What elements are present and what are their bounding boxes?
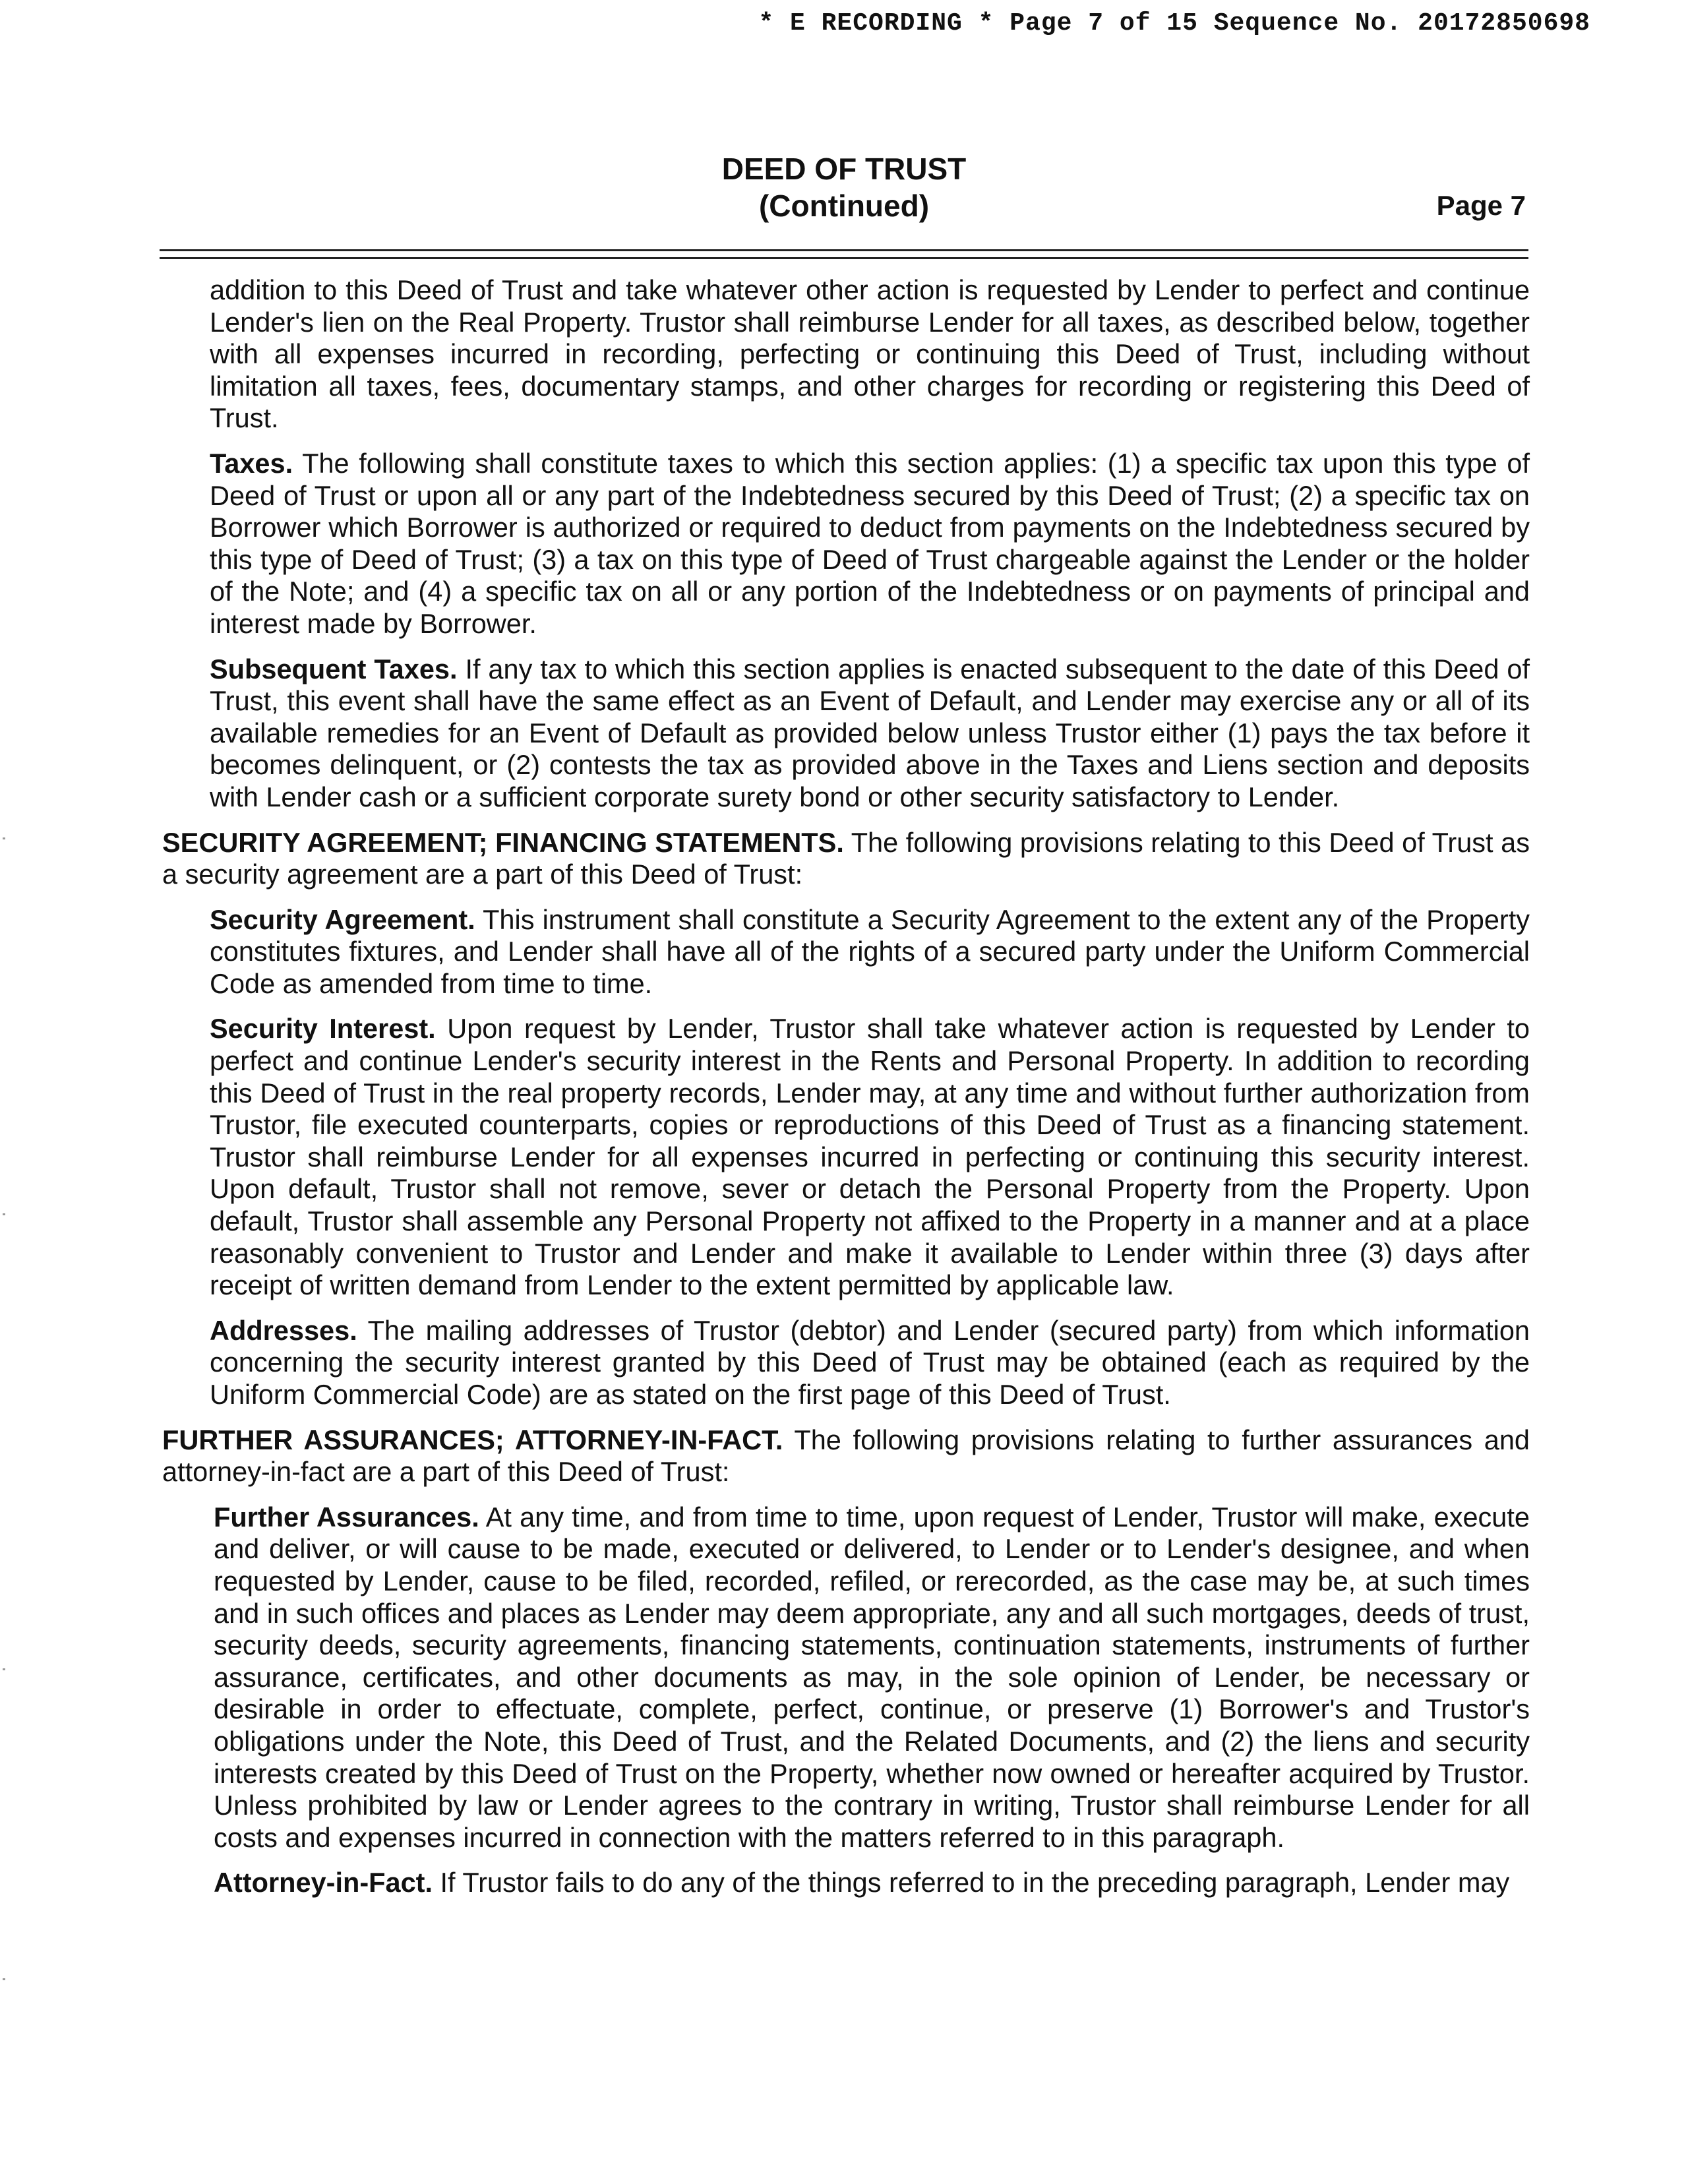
paragraph-text: This instrument shall constitute a Security Agreement to the extent any of the Property constitutes fixtures, and Lender shall have all of the rights of a secured party under the Uniform Commercial Code as amended from time to time. xyxy=(210,903,1530,999)
header-rule-bottom xyxy=(160,257,1528,259)
section-heading: Further Assurances. xyxy=(214,1501,479,1532)
scan-speck xyxy=(3,837,5,839)
recording-stamp: * E RECORDING * Page 7 of 15 Sequence No. 20172850698 xyxy=(758,9,1590,38)
paragraph-text: The following shall constitute taxes to which this section applies: (1) a specific tax upon this type of Deed of Trust or upon all or any part of the Indebtedness secured by this Deed of Trust; (2) a specific tax on Borrower which Borrower is authorized or required to deduct from payments on the Indebtedness secured by this type of Deed of Trust; (3) a tax on this type of Deed of Trust chargeable against the Lender or the holder of the Note; and (4) a specific tax on all or any portion of the Indebtedness or on payments of principal and interest made by Borrower. xyxy=(210,447,1530,639)
page-number: Page 7 xyxy=(1436,190,1526,221)
paragraph-text: The following provisions relating to this Deed of Trust as a security agreement are a part of this Deed of Trust: xyxy=(162,826,1530,890)
paragraph-further-assurances-section xyxy=(162,1424,1530,1488)
paragraph-text: The mailing addresses of Trustor (debtor) and Lender (secured party) from which information concerning the security interest granted by this Deed of Trust may be obtained (each as required by the Uniform Commercial Code) are as stated on the first page of this Deed of Trust. xyxy=(210,1314,1530,1410)
paragraph-security-interest xyxy=(210,1013,1530,1301)
paragraph-subsequent-taxes xyxy=(210,653,1530,814)
section-heading: SECURITY AGREEMENT; FINANCING STATEMENTS. xyxy=(162,826,844,858)
section-heading: FURTHER ASSURANCES; ATTORNEY-IN-FACT. xyxy=(162,1424,783,1455)
section-heading: Addresses. xyxy=(210,1314,357,1346)
paragraph-further-assurances xyxy=(214,1502,1530,1854)
paragraph-text: The following provisions relating to further assurances and attorney-in-fact are a part of this Deed of Trust: xyxy=(162,1424,1530,1488)
paragraph-attorney-in-fact xyxy=(214,1867,1530,1899)
title-line-1: DEED OF TRUST xyxy=(721,152,967,186)
paragraph-text: If Trustor fails to do any of the things referred to in the preceding paragraph, Lender may xyxy=(440,1867,1510,1898)
scan-speck xyxy=(3,1668,5,1670)
paragraph-continuation xyxy=(210,274,1530,435)
paragraph-text: If any tax to which this section applies is enacted subsequent to the date of this Deed of Trust, this event shall have the same effect as an Event of Default, and Lender may exercise any or all of its available remedies for an Event of Default as provided below unless Trustor either (1) pays the tax before it becomes delinquent, or (2) contests the tax as provided above in the Taxes and Liens section and deposits with Lender cash or a sufficient corporate surety bond or other security satisfactory to Lender. xyxy=(210,653,1530,812)
header-rule-top xyxy=(160,249,1528,251)
scan-speck xyxy=(3,1213,5,1215)
scan-margin-specks xyxy=(0,0,8,2184)
paragraph-addresses xyxy=(210,1315,1530,1411)
title-line-2: (Continued) xyxy=(758,189,930,223)
paragraph-security-agreement xyxy=(210,904,1530,1000)
section-heading: Attorney-in-Fact. xyxy=(214,1867,433,1898)
section-heading: Security Interest. xyxy=(210,1013,436,1045)
document-body xyxy=(162,274,1530,1912)
paragraph-text: At any time, and from time to time, upon request of Lender, Trustor will make, execute and deliver, or will cause to be made, executed or delivered, to Lender or to Lender's designee, and when requested by Lender, cause to be filed, recorded, refiled, or rerecorded, as the case may be, at such times and in such offices and places as Lender may deem appropriate, any and all such mortgages, deeds of trust, security deeds, security agreements, financing statements, continuation statements, instruments of further assurance, certificates, and other documents as may, in the sole opinion of Lender, be necessary or desirable in order to effectuate, complete, perfect, continue, or preserve (1) Borrower's and Trustor's obligations under the Note, this Deed of Trust, and the Related Documents, and (2) the liens and security interests created by this Deed of Trust on the Property, whether now owned or hereafter acquired by Trustor. Unless prohibited by law or Lender agrees to the contrary in writing, Trustor shall reimburse Lender for all costs and expenses incurred in connection with the matters referred to in this paragraph. xyxy=(214,1501,1530,1853)
paragraph-security-agreement-section xyxy=(162,827,1530,891)
paragraph-text: addition to this Deed of Trust and take whatever other action is requested by Lender to perfect and continue Lender's lien on the Real Property. Trustor shall reimburse Lender for all taxes, as described below, together with all expenses incurred in recording, perfecting or continuing this Deed of Trust, including without limitation all taxes, fees, documentary stamps, and other charges for recording or registering this Deed of Trust. xyxy=(210,274,1530,434)
scan-speck xyxy=(3,1978,5,1980)
section-heading: Security Agreement. xyxy=(210,903,475,935)
section-heading: Subsequent Taxes. xyxy=(210,653,458,684)
section-heading: Taxes. xyxy=(210,447,293,479)
paragraph-taxes xyxy=(210,448,1530,640)
document-title xyxy=(0,150,1688,224)
paragraph-text: Upon request by Lender, Trustor shall take whatever action is requested by Lender to perfect and continue Lender's security interest in the Rents and Personal Property. In addition to recording this Deed of Trust in the real property records, Lender may, at any time and without further authorization from Trustor, file executed counterparts, copies or reproductions of this Deed of Trust as a financing statement. Trustor shall reimburse Lender for all expenses incurred in perfecting or continuing this security interest. Upon default, Trustor shall not remove, sever or detach the Personal Property from the Property. Upon default, Trustor shall assemble any Personal Property not affixed to the Property in a manner and at a place reasonably convenient to Trustor and Lender and make it available to Lender within three (3) days after receipt of written demand from Lender to the extent permitted by applicable law. xyxy=(210,1013,1530,1301)
